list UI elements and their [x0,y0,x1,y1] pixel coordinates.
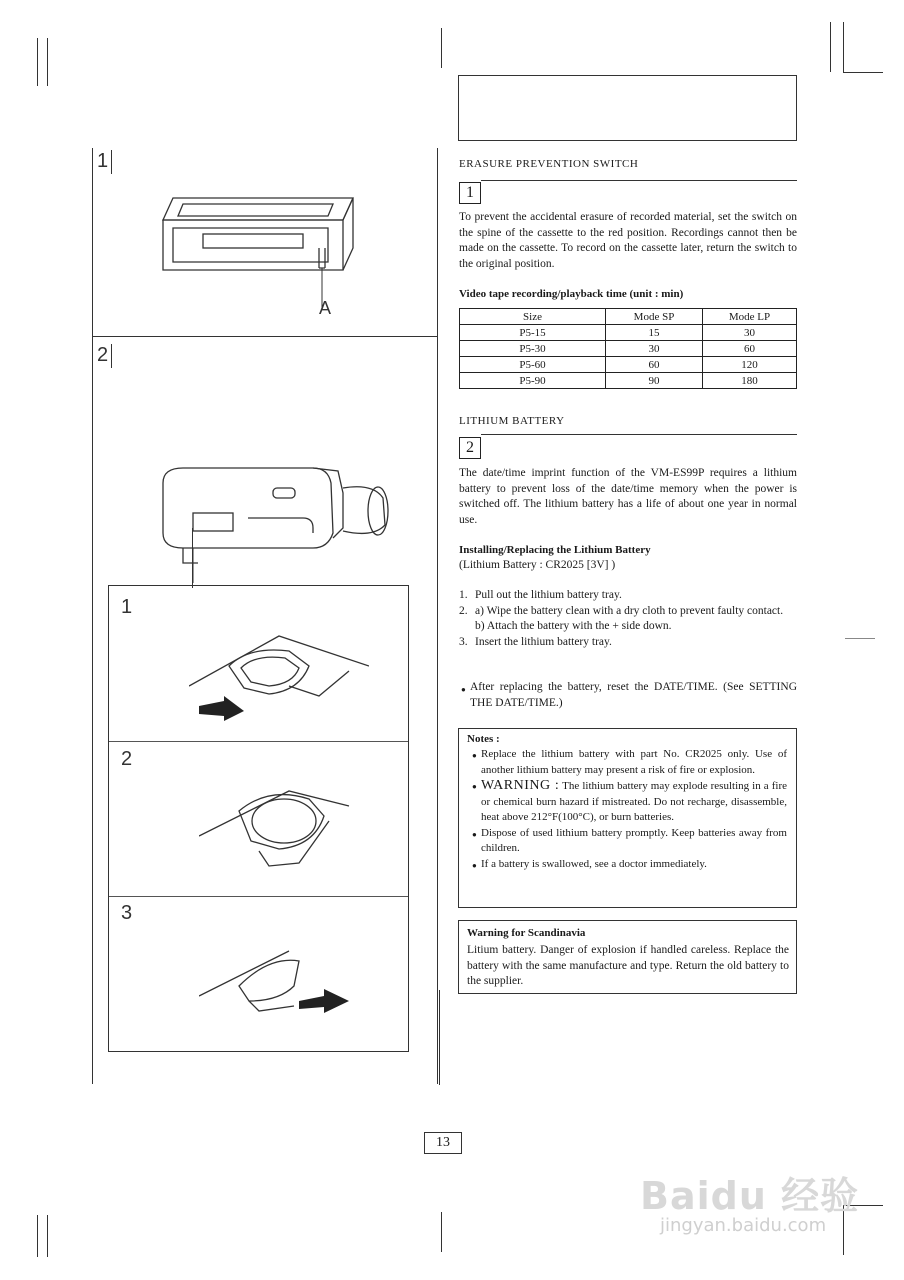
crop-mark [843,22,844,72]
crop-mark [441,28,442,68]
table-row: P5-90 90 180 [460,373,797,389]
figure-1-label: 1 [97,150,109,172]
battery-tray-pull-illustration [189,626,369,726]
header-box [458,75,797,141]
camcorder-illustration [153,453,403,583]
step-item: b) Attach the battery with the + side down. [475,620,672,632]
crop-mark [441,1212,442,1252]
install-title: Installing/Replacing the Lithium Battery [459,544,651,556]
table-row: P5-30 30 60 [460,341,797,357]
figure-panel [92,148,438,1084]
step-item: 3. Insert the lithium battery tray. [459,635,612,648]
tape-time-table [459,308,797,389]
page-number: 13 [424,1132,462,1154]
margin-dash [845,638,875,639]
step-item: 1. Pull out the lithium battery tray. [459,589,622,601]
crop-mark [37,1215,38,1257]
col-mode-sp: Mode SP [606,309,703,325]
step-2-label: 2 [121,748,133,770]
crop-mark [830,22,831,72]
lithium-paragraph: The date/time imprint function of the VM-ES99P requires a lithium battery to prevent loss of the date/time memory when the power is switched off. The lithium battery has a life of about one year in normal use. [459,467,797,526]
notes-box [458,728,797,908]
column-divider [439,990,440,1085]
watermark-logo: Baidu 经验 [640,1174,860,1218]
note-item: WARNING : The lithium battery may explode resulting in a fire or chemical burn hazard if mistreated. Do not recharge, disassemble, heat above 212°F(100°C), or burn batteries. [481,778,787,823]
table-header-row [460,309,797,325]
battery-insert-illustration [199,771,379,881]
install-spec: (Lithium Battery : CR2025 [3V] ) [459,559,616,571]
table-row: P5-15 15 30 [460,325,797,341]
note-item: Replace the lithium battery with part No. CR2025 only. Use of another lithium battery may present a risk of fire or explosion. [481,748,787,776]
after-replacing-note: After replacing the battery, reset the DATE/TIME. (See SETTING THE DATE/TIME.) [470,681,797,709]
cassette-illustration [143,178,363,318]
col-mode-lp: Mode LP [703,309,797,325]
crop-mark [47,1215,48,1257]
pointer-label-a: A [319,298,332,318]
erasure-number-box: 1 [459,182,481,204]
install-steps [459,588,797,650]
lithium-heading: LITHIUM BATTERY [459,415,565,427]
battery-steps-box [108,585,409,1052]
note-item: Dispose of used lithium battery promptly. Keep batteries away from children. [481,826,787,854]
step-1-label: 1 [121,596,133,618]
step-item: 2. a) Wipe the battery clean with a dry cloth to prevent faulty contact. [459,604,784,617]
figure-divider [93,336,437,337]
scandinavia-box [458,920,797,994]
step-3-label: 3 [121,902,133,924]
col-size: Size [460,309,606,325]
crop-mark [47,38,48,86]
erasure-paragraph: To prevent the accidental erasure of recorded material, set the switch on the spine of the cassette to the red position. Recordings cannot then be made on the cassette. To record on the cassette later, return the switch to the original position. [459,211,797,270]
figure-2-label: 2 [97,344,109,366]
watermark-url: jingyan.baidu.com [660,1215,827,1236]
table-row: P5-60 60 120 [460,357,797,373]
erasure-heading: ERASURE PREVENTION SWITCH [459,158,639,170]
notes-list [481,747,787,872]
notes-title: Notes : [467,733,500,745]
crop-mark [843,72,883,73]
scandinavia-title: Warning for Scandinavia [467,927,586,939]
note-item: If a battery is swallowed, see a doctor immediately. [481,857,707,870]
crop-mark [37,38,38,86]
scandinavia-text: Litium battery. Danger of explosion if handled careless. Replace the battery with the same manufacture and type. Return the old battery to the supplier. [467,944,789,987]
battery-tray-push-illustration [199,931,379,1031]
lithium-number-box: 2 [459,437,481,459]
table-title: Video tape recording/playback time (unit : min) [459,288,684,300]
